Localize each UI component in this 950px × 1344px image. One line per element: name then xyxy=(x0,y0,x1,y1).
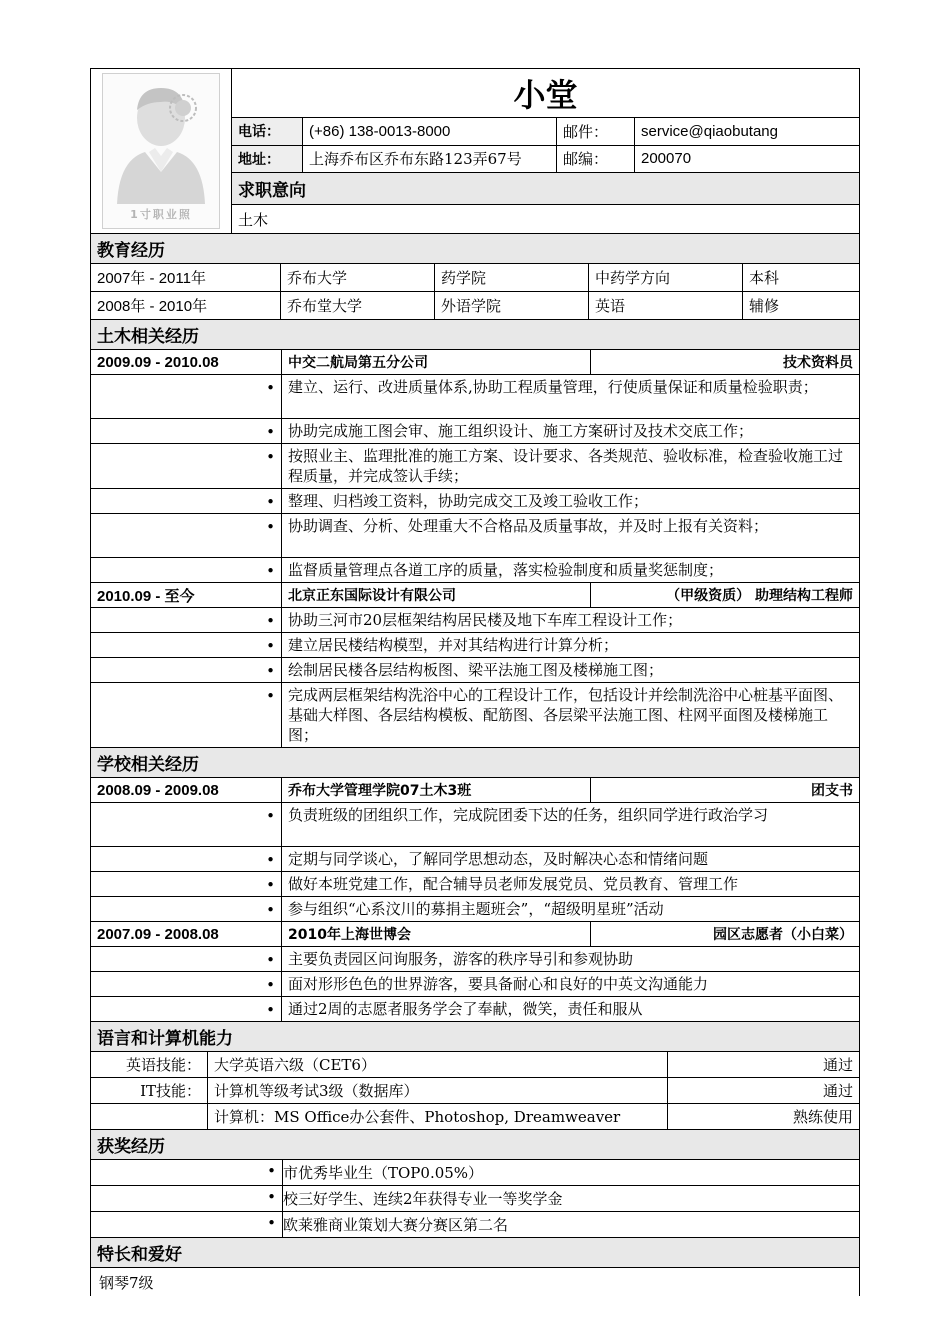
awards-heading: 获奖经历 xyxy=(90,1130,860,1160)
experience-bullet-text: 建立居民楼结构模型，并对其结构进行计算分析； xyxy=(288,636,619,654)
civil-experience-list xyxy=(90,350,860,748)
school-experience-heading: 学校相关经历 xyxy=(90,748,860,778)
education-cell: 2007年 - 2011年 xyxy=(91,264,281,291)
experience-bullet-row xyxy=(90,803,860,847)
skill-value: 大学英语六级（CET6） xyxy=(208,1052,668,1077)
experience-bullet-row xyxy=(90,947,860,972)
experience-bullet-text: 通过2周的志愿者服务学会了奉献，微笑，责任和服从 xyxy=(288,1000,643,1018)
phone-label: 电话： xyxy=(232,118,303,145)
experience-bullet-text: 协助完成施工图会审、施工组织设计、施工方案研讨及技术交底工作； xyxy=(288,422,754,440)
resume-header xyxy=(90,68,860,234)
bullet-icon: • xyxy=(91,1212,283,1237)
education-cell: 乔布大学 xyxy=(281,264,435,291)
experience-bullet-text: 完成两层框架结构洗浴中心的工程设计工作，包括设计并绘制洗浴中心桩基平面图、基础大样图、各层结构模板、配筋图、各层梁平法施工图、柱网平面图及楼梯施工图； xyxy=(288,686,844,744)
bullet-icon: • xyxy=(91,683,282,747)
zip-label: 邮编： xyxy=(557,146,635,173)
experience-bullet-text: 协助调查、分析、处理重大不合格品及质量事故，并及时上报有关资料； xyxy=(288,517,769,535)
education-table xyxy=(90,264,860,320)
bullet-icon: • xyxy=(91,897,282,921)
skills-heading: 语言和计算机能力 xyxy=(90,1022,860,1052)
education-cell: 2008年 - 2010年 xyxy=(91,292,281,319)
education-cell: 外语学院 xyxy=(435,292,589,319)
experience-period: 2007.09 - 2008.08 xyxy=(91,922,282,946)
award-row xyxy=(90,1212,860,1238)
awards-list xyxy=(90,1160,860,1238)
resume xyxy=(90,68,860,1296)
experience-organization: 中交二航局第五分公司 xyxy=(282,350,591,374)
email-value: service@qiaobutang xyxy=(641,122,778,140)
bullet-icon: • xyxy=(91,514,282,557)
experience-bullet-text: 主要负责园区问询服务，游客的秩序导引和参观协助 xyxy=(288,950,634,968)
experience-bullet-row xyxy=(90,683,860,748)
education-cell: 乔布堂大学 xyxy=(281,292,435,319)
bullet-icon: • xyxy=(91,972,282,996)
bullet-icon: • xyxy=(91,1160,283,1185)
experience-header-row xyxy=(90,778,860,803)
experience-bullet-row xyxy=(90,558,860,583)
award-row xyxy=(90,1186,860,1212)
photo-cell xyxy=(91,69,232,233)
bullet-icon: • xyxy=(91,997,282,1021)
skill-label: IT技能： xyxy=(91,1078,208,1103)
bullet-icon: • xyxy=(91,847,282,871)
experience-role: （甲级资质） 助理结构工程师 xyxy=(666,588,853,604)
address-value: 上海乔布区乔布东路123弄67号 xyxy=(303,146,557,173)
experience-bullet-text: 定期与同学谈心，了解同学思想动态，及时解决心态和情绪问题 xyxy=(288,850,709,868)
experience-bullet-text: 建立、运行、改进质量体系,协助工程质量管理，行使质量保证和质量检验职责； xyxy=(288,378,818,396)
experience-bullet-text: 协助三河市20层框架结构居民楼及地下车库工程设计工作； xyxy=(288,611,683,629)
experience-bullet-row xyxy=(90,608,860,633)
bullet-icon: • xyxy=(91,1186,283,1211)
experience-bullet-row xyxy=(90,419,860,444)
skill-value: 计算机等级考试3级（数据库） xyxy=(208,1078,668,1103)
experience-organization: 乔布大学管理学院07土木3班 xyxy=(282,778,591,802)
experience-bullet-text: 监督质量管理点各道工序的质量，落实检验制度和质量奖惩制度； xyxy=(288,561,724,579)
experience-bullet-row xyxy=(90,514,860,558)
bullet-icon: • xyxy=(91,608,282,632)
experience-bullet-row xyxy=(90,489,860,514)
education-cell: 辅修 xyxy=(749,297,780,315)
experience-bullet-row xyxy=(90,997,860,1022)
objective-heading: 求职意向 xyxy=(232,173,859,205)
education-cell: 中药学方向 xyxy=(589,264,743,291)
email-label: 邮件： xyxy=(557,118,635,145)
experience-period: 2008.09 - 2009.08 xyxy=(91,778,282,802)
experience-period: 2010.09 - 至今 xyxy=(91,583,282,607)
education-row xyxy=(90,292,860,320)
address-label: 地址： xyxy=(232,146,303,173)
skill-label xyxy=(91,1104,208,1129)
skill-label: 英语技能： xyxy=(91,1052,208,1077)
education-cell: 药学院 xyxy=(435,264,589,291)
education-cell: 英语 xyxy=(589,292,743,319)
skill-row xyxy=(90,1052,860,1078)
hobbies-heading: 特长和爱好 xyxy=(90,1238,860,1268)
experience-bullet-row xyxy=(90,847,860,872)
phone-value: (+86) 138-0013-8000 xyxy=(303,118,557,145)
education-cell: 本科 xyxy=(749,269,780,287)
experience-bullet-text: 整理、归档竣工资料，协助完成交工及竣工验收工作； xyxy=(288,492,649,510)
bullet-icon: • xyxy=(91,375,282,418)
experience-organization: 北京正东国际设计有限公司 xyxy=(282,583,591,607)
award-row xyxy=(90,1160,860,1186)
skill-row xyxy=(90,1078,860,1104)
photo-caption: 1寸职业照 xyxy=(130,208,192,221)
hobbies-value: 钢琴7级 xyxy=(90,1268,860,1296)
bullet-icon: • xyxy=(91,872,282,896)
school-experience-list xyxy=(90,778,860,1022)
experience-bullet-row xyxy=(90,658,860,683)
experience-bullet-row xyxy=(90,872,860,897)
zip-value: 200070 xyxy=(641,150,692,168)
experience-bullet-row xyxy=(90,633,860,658)
experience-role: 技术资料员 xyxy=(783,355,853,371)
experience-bullet-text: 参与组织“心系汶川的募捐主题班会”，“超级明星班”活动 xyxy=(288,900,664,918)
award-text: 欧莱雅商业策划大赛分赛区第二名 xyxy=(283,1216,509,1234)
experience-bullet-text: 面对形形色色的世界游客，要具备耐心和良好的中英文沟通能力 xyxy=(288,975,709,993)
bullet-icon: • xyxy=(91,419,282,443)
experience-organization: 2010年上海世博会 xyxy=(282,922,591,946)
experience-role: 团支书 xyxy=(811,783,853,799)
objective-value: 土木 xyxy=(238,210,269,229)
avatar-silhouette-icon xyxy=(103,74,219,204)
experience-header-row xyxy=(90,922,860,947)
experience-bullet-text: 负责班级的团组织工作，完成院团委下达的任务，组织同学进行政治学习 xyxy=(288,806,769,824)
experience-period: 2009.09 - 2010.08 xyxy=(91,350,282,374)
skill-value: 计算机：MS Office办公套件、Photoshop, Dreamweaver xyxy=(208,1104,668,1129)
education-row xyxy=(90,264,860,292)
skills-table xyxy=(90,1052,860,1130)
bullet-icon: • xyxy=(91,947,282,971)
experience-bullet-row xyxy=(90,897,860,922)
candidate-name: 小堂 xyxy=(232,69,859,118)
skill-level: 熟练使用 xyxy=(792,1108,853,1126)
bullet-icon: • xyxy=(91,658,282,682)
profile-photo-placeholder xyxy=(102,73,220,229)
bullet-icon: • xyxy=(91,558,282,582)
experience-bullet-row xyxy=(90,444,860,489)
education-heading: 教育经历 xyxy=(90,234,860,264)
experience-bullet-text: 做好本班党建工作，配合辅导员老师发展党员、党员教育、管理工作 xyxy=(288,875,739,893)
experience-bullet-row xyxy=(90,375,860,419)
experience-bullet-row xyxy=(90,972,860,997)
experience-bullet-text: 按照业主、监理批准的施工方案、设计要求、各类规范、验收标准，检查验收施工过程质量，并完成签认手续； xyxy=(288,447,844,485)
bullet-icon: • xyxy=(91,803,282,846)
experience-header-row xyxy=(90,350,860,375)
skill-level: 通过 xyxy=(822,1082,853,1100)
skill-level: 通过 xyxy=(822,1056,853,1074)
bullet-icon: • xyxy=(91,489,282,513)
award-text: 校三好学生、连续2年获得专业一等奖学金 xyxy=(283,1190,563,1208)
award-text: 市优秀毕业生（TOP0.05%） xyxy=(283,1164,484,1182)
civil-experience-heading: 土木相关经历 xyxy=(90,320,860,350)
experience-header-row xyxy=(90,583,860,608)
bullet-icon: • xyxy=(91,633,282,657)
skill-row xyxy=(90,1104,860,1130)
experience-role: 园区志愿者（小白菜） xyxy=(713,927,853,943)
experience-bullet-text: 绘制居民楼各层结构板图、梁平法施工图及楼梯施工图； xyxy=(288,661,664,679)
bullet-icon: • xyxy=(91,444,282,488)
